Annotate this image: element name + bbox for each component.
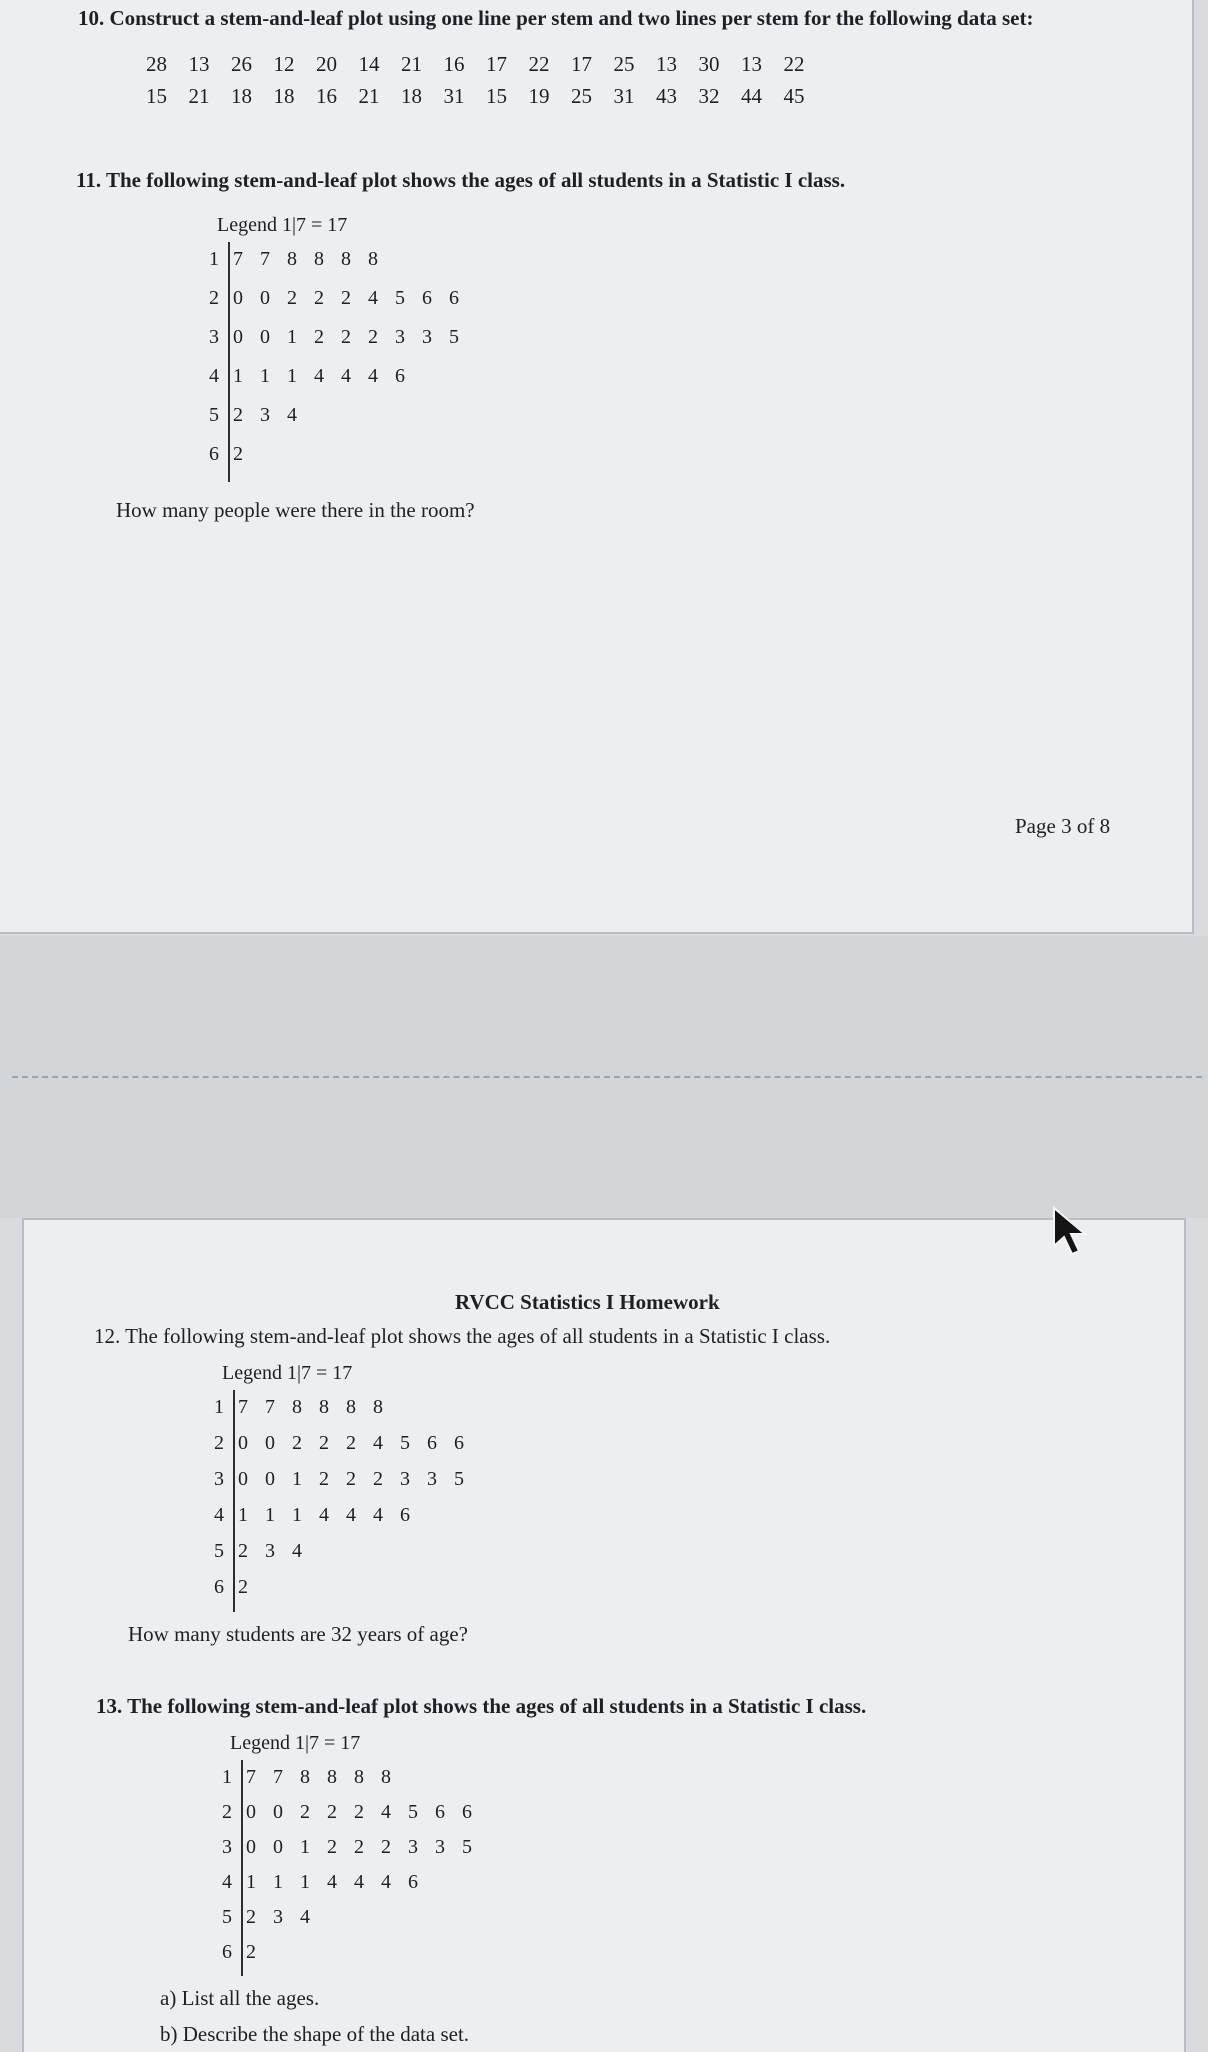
plot-leaf: 3 [260,404,270,426]
plot-leaves [246,1836,489,1859]
plot-leaf: 1 [265,1504,275,1526]
data-value: 12 [273,52,295,76]
data-value: 44 [741,84,762,108]
plot-leaves [238,1396,400,1419]
plot-stem: 6 [214,1576,224,1598]
data-value: 21 [401,52,422,76]
plot-leaf: 6 [408,1871,418,1893]
plot-stem: 2 [222,1801,232,1823]
plot-leaf: 2 [292,1432,302,1454]
plot-stem: 3 [222,1836,232,1858]
plot-leaf: 3 [400,1468,410,1490]
plot-leaf: 4 [292,1540,302,1562]
plot-leaf: 1 [292,1504,302,1526]
plot-leaf: 2 [354,1801,364,1823]
data-value: 13 [188,52,210,76]
plot-leaf: 8 [327,1766,337,1788]
plot-leaf: 4 [368,287,378,309]
plot-leaf: 0 [260,287,270,309]
plot-leaf: 6 [454,1432,464,1454]
plot-leaf: 5 [454,1468,464,1490]
plot-stem: 1 [214,1396,224,1418]
plot-leaf: 8 [292,1396,302,1418]
data-set-row-2 [146,84,826,109]
plot-leaf: 2 [368,326,378,348]
plot-leaf: 5 [400,1432,410,1454]
plot-stem: 5 [209,404,219,426]
plot-leaf: 0 [238,1432,248,1454]
plot-divider-line [233,1390,235,1612]
plot-leaf: 1 [287,365,297,387]
plot-leaf: 0 [260,326,270,348]
plot-leaf: 3 [395,326,405,348]
plot-leaf: 6 [449,287,459,309]
page-sheet-3 [0,0,1194,934]
data-value: 21 [188,84,210,108]
plot-leaf: 4 [354,1871,364,1893]
plot-leaf: 2 [238,1540,248,1562]
plot-divider-line [228,242,230,482]
plot-leaf: 1 [233,365,243,387]
question-12-prompt: How many students are 32 years of age? [128,1622,468,1646]
plot-leaf: 0 [273,1801,283,1823]
plot-leaf: 2 [327,1836,337,1858]
question-13-part-a: a) List all the ages. [160,1986,320,2010]
data-value: 25 [571,84,592,108]
plot-leaf: 1 [238,1504,248,1526]
data-value: 19 [528,84,550,108]
plot-leaf: 4 [314,365,324,387]
plot-stem: 2 [214,1432,224,1454]
data-value: 15 [486,84,507,108]
plot-leaf: 4 [381,1871,391,1893]
plot-leaf: 8 [314,248,324,270]
data-value: 18 [401,84,422,108]
plot-leaf: 2 [341,326,351,348]
data-value: 32 [698,84,720,108]
plot-leaf: 2 [327,1801,337,1823]
plot-leaf: 2 [233,443,243,465]
plot-leaf: 1 [292,1468,302,1490]
plot-leaves [238,1504,427,1527]
plot-leaf: 2 [246,1906,256,1928]
data-value: 18 [231,84,252,108]
data-value: 26 [231,52,252,76]
data-value: 16 [443,52,465,76]
plot-leaf: 7 [246,1766,256,1788]
question-13-text: 13. The following stem-and-leaf plot shows the ages of all students in a Statistic I class. [96,1694,867,1718]
plot-leaf: 6 [395,365,405,387]
plot-stem: 3 [209,326,219,348]
plot-stem: 3 [214,1468,224,1490]
plot-leaf: 0 [273,1836,283,1858]
plot-leaf: 2 [341,287,351,309]
page-number: Page 3 of 8 [1015,814,1111,838]
plot-leaves [238,1576,265,1599]
plot-leaf: 8 [373,1396,383,1418]
plot-leaf: 6 [422,287,432,309]
plot-leaf: 7 [233,248,243,270]
plot-stem: 2 [209,287,219,309]
page-sheet-4 [22,1218,1186,2052]
plot-leaf: 4 [373,1432,383,1454]
plot-leaf: 0 [238,1468,248,1490]
plot-leaf: 2 [354,1836,364,1858]
plot-leaves [238,1432,481,1455]
data-value: 45 [783,84,805,108]
plot-stem: 1 [209,248,219,270]
homework-header: RVCC Statistics I Homework [455,1290,720,1314]
plot-leaf: 1 [300,1871,310,1893]
plot-leaf: 4 [300,1906,310,1928]
plot-legend: Legend 1|7 = 17 [230,1732,361,1754]
plot-leaf: 2 [319,1468,329,1490]
plot-leaf: 4 [368,365,378,387]
plot-leaf: 4 [381,1801,391,1823]
plot-leaf: 4 [327,1871,337,1893]
plot-leaf: 0 [265,1468,275,1490]
plot-leaf: 3 [273,1906,283,1928]
plot-leaf: 7 [265,1396,275,1418]
data-value: 43 [656,84,677,108]
plot-leaf: 5 [395,287,405,309]
plot-leaf: 2 [287,287,297,309]
plot-leaf: 4 [319,1504,329,1526]
plot-leaf: 0 [233,326,243,348]
plot-leaf: 2 [300,1801,310,1823]
plot-leaf: 8 [319,1396,329,1418]
plot-leaf: 1 [246,1871,256,1893]
plot-leaves [246,1871,435,1894]
plot-leaf: 5 [462,1836,472,1858]
data-set-row-1 [146,52,826,77]
data-value: 28 [146,52,167,76]
plot-leaf: 5 [408,1801,418,1823]
plot-leaf: 6 [427,1432,437,1454]
plot-leaf: 7 [273,1766,283,1788]
plot-leaf: 8 [300,1766,310,1788]
data-value: 22 [528,52,550,76]
plot-leaf: 0 [246,1801,256,1823]
question-10-text: 10. Construct a stem-and-leaf plot using one line per stem and two lines per stem for the following data set: [78,6,1034,30]
data-value: 14 [358,52,380,76]
plot-leaves [246,1801,489,1824]
plot-leaf: 3 [265,1540,275,1562]
data-value: 22 [783,52,805,76]
data-value: 13 [656,52,677,76]
page-break-line [12,1076,1202,1078]
data-value: 13 [741,52,762,76]
mouse-cursor-icon [1052,1206,1092,1258]
plot-leaf: 8 [354,1766,364,1788]
plot-leaf: 8 [368,248,378,270]
plot-leaf: 3 [422,326,432,348]
plot-leaf: 2 [381,1836,391,1858]
data-value: 18 [273,84,295,108]
plot-leaf: 6 [462,1801,472,1823]
plot-leaf: 2 [373,1468,383,1490]
data-value: 17 [486,52,507,76]
question-12-text: 12. The following stem-and-leaf plot shows the ages of all students in a Statistic I class. [94,1324,831,1348]
plot-stem: 6 [209,443,219,465]
plot-leaves [246,1906,327,1929]
plot-stem: 4 [222,1871,232,1893]
plot-leaves [238,1540,319,1563]
plot-leaf: 2 [246,1941,256,1963]
plot-leaf: 4 [373,1504,383,1526]
plot-leaves [233,326,476,349]
plot-leaf: 8 [346,1396,356,1418]
data-value: 21 [358,84,380,108]
plot-stem: 1 [222,1766,232,1788]
plot-leaf: 5 [449,326,459,348]
plot-leaf: 3 [427,1468,437,1490]
plot-stem: 5 [222,1906,232,1928]
plot-leaf: 3 [408,1836,418,1858]
plot-leaves [233,365,422,388]
plot-leaves [246,1941,273,1964]
data-value: 15 [146,84,167,108]
plot-stem: 4 [209,365,219,387]
plot-leaf: 6 [400,1504,410,1526]
plot-leaves [233,443,260,466]
data-value: 20 [316,52,337,76]
plot-leaf: 2 [238,1576,248,1598]
plot-leaf: 1 [287,326,297,348]
plot-stem: 6 [222,1941,232,1963]
plot-leaves [246,1766,408,1789]
question-13-part-b: b) Describe the shape of the data set. [160,2022,470,2046]
data-value: 31 [613,84,635,108]
plot-leaf: 3 [435,1836,445,1858]
plot-divider-line [241,1760,243,1976]
data-value: 16 [316,84,337,108]
data-value: 25 [613,52,635,76]
plot-leaf: 8 [287,248,297,270]
plot-leaf: 2 [314,287,324,309]
plot-leaves [233,404,314,427]
plot-leaves [238,1468,481,1491]
plot-leaf: 1 [260,365,270,387]
plot-leaf: 1 [273,1871,283,1893]
plot-legend: Legend 1|7 = 17 [217,214,348,236]
data-value: 31 [443,84,465,108]
plot-leaf: 2 [314,326,324,348]
plot-stem: 4 [214,1504,224,1526]
plot-leaf: 7 [238,1396,248,1418]
question-11-prompt: How many people were there in the room? [116,498,475,522]
question-11-text: 11. The following stem-and-leaf plot shows the ages of all students in a Statistic I class. [76,168,846,192]
data-value: 17 [571,52,592,76]
plot-stem: 5 [214,1540,224,1562]
plot-legend: Legend 1|7 = 17 [222,1362,353,1384]
plot-leaf: 7 [260,248,270,270]
plot-leaf: 2 [233,404,243,426]
plot-leaf: 0 [265,1432,275,1454]
plot-leaves [233,248,395,271]
plot-leaf: 4 [341,365,351,387]
plot-leaf: 0 [246,1836,256,1858]
plot-leaf: 6 [435,1801,445,1823]
plot-leaf: 2 [346,1432,356,1454]
plot-leaf: 8 [381,1766,391,1788]
plot-leaf: 1 [300,1836,310,1858]
plot-leaf: 2 [346,1468,356,1490]
plot-leaf: 8 [341,248,351,270]
plot-leaf: 2 [319,1432,329,1454]
plot-leaf: 0 [233,287,243,309]
plot-leaves [233,287,476,310]
data-value: 30 [698,52,720,76]
plot-leaf: 4 [287,404,297,426]
plot-leaf: 4 [346,1504,356,1526]
